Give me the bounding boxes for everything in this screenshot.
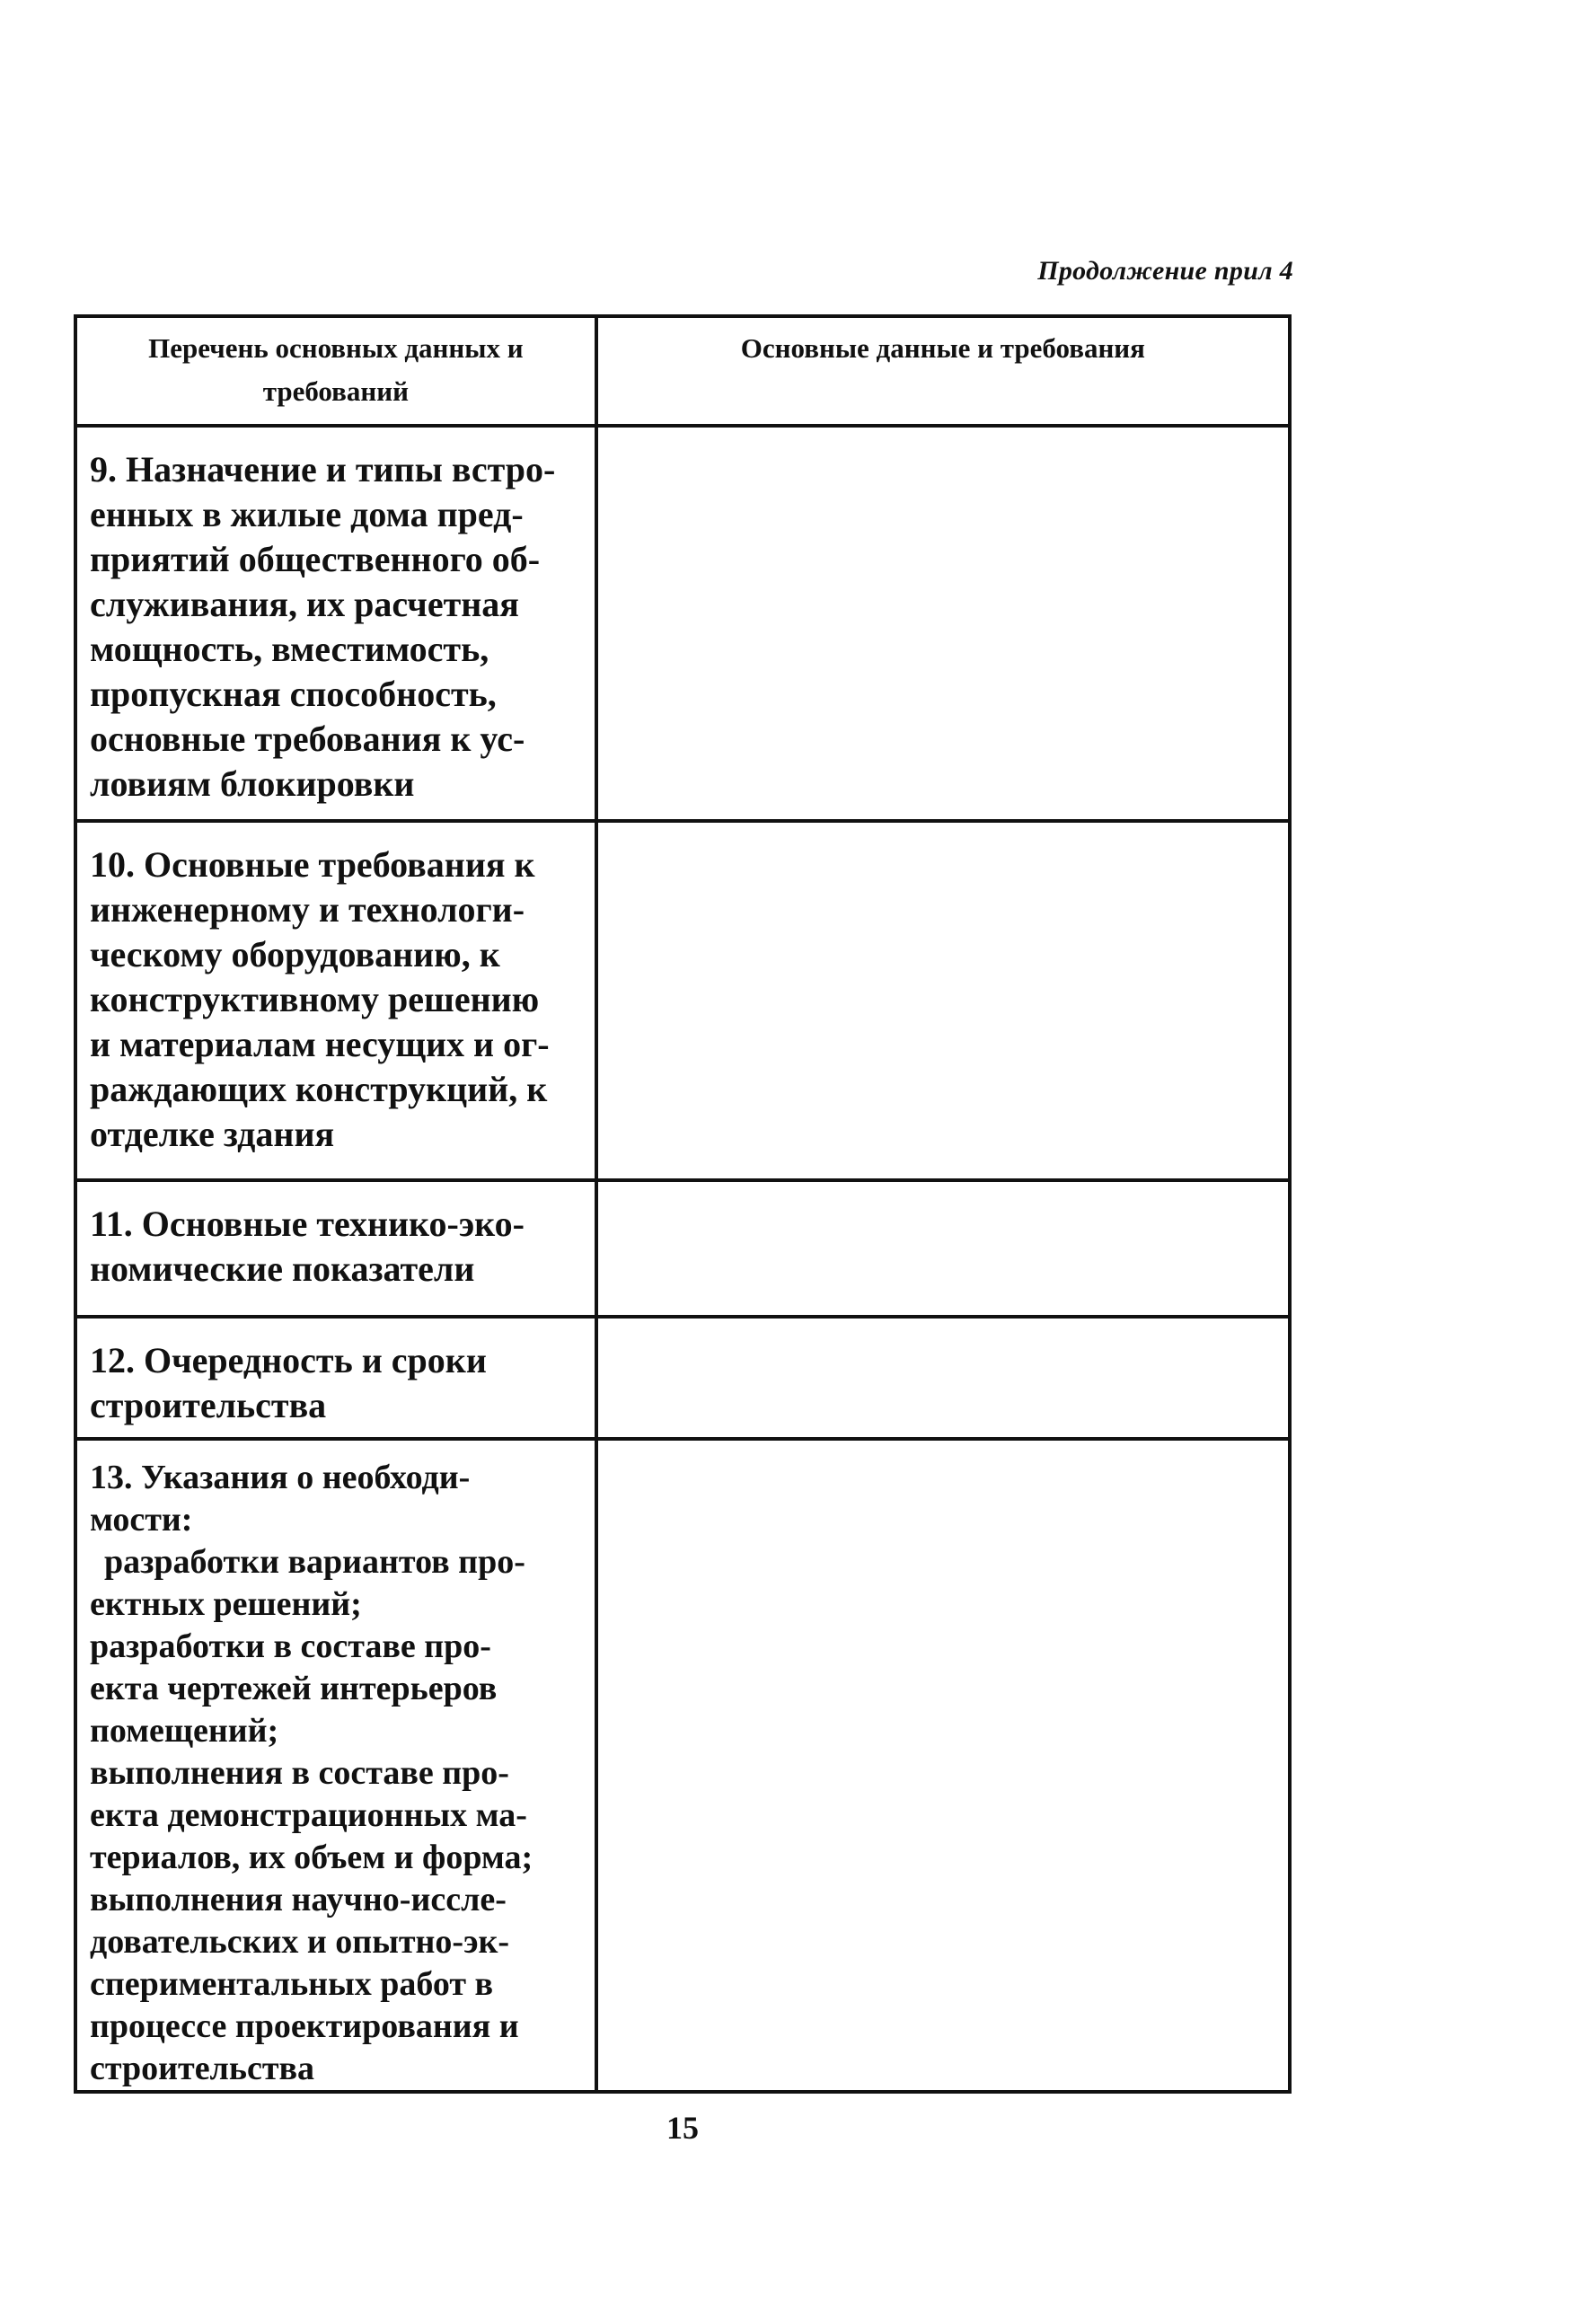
page-number: 15 [666,2110,699,2146]
requirements-table [74,314,1292,2094]
row-item-13: 13. Указания о необходи- мости: разработки вариантов про- ектных решений; разработки в составе про- екта чертежей интерьеров помещений; выполнения в составе про- екта демонстрационных ма- териалов, их объем и форма; выполнения научно-иссле- довательских и опытно-эк- спериментальных работ в процессе проектирования и строительства [75,1439,596,2092]
column-header-list: Перечень основных данных и требований [75,316,596,426]
row-value-11 [596,1180,1290,1317]
table-row [75,1439,1290,2092]
column-header-requirements: Основные данные и требования [596,316,1290,426]
row-item-10: 10. Основные требования к инженерному и технологи- ческому оборудованию, к конструктивному решению и материалам несущих и ог- раждающих конструкций, к отделке здания [75,821,596,1180]
table-row [75,821,1290,1180]
row-value-9 [596,426,1290,821]
table-row [75,1317,1290,1439]
row-value-13 [596,1439,1290,2092]
table-header-row [75,316,1290,426]
row-item-12: 12. Очередность и сроки строительства [75,1317,596,1439]
continuation-label: Продолжение прил 4 [1037,256,1293,286]
table-row [75,426,1290,821]
row-value-10 [596,821,1290,1180]
row-value-12 [596,1317,1290,1439]
table-row [75,1180,1290,1317]
row-item-11: 11. Основные технико-эко- номические показатели [75,1180,596,1317]
row-item-9: 9. Назначение и типы встро- енных в жилые дома пред- приятий общественного об- служивания, их расчетная мощность, вместимость, пропускная способность, основные требования к ус- ловиям блокировки [75,426,596,821]
